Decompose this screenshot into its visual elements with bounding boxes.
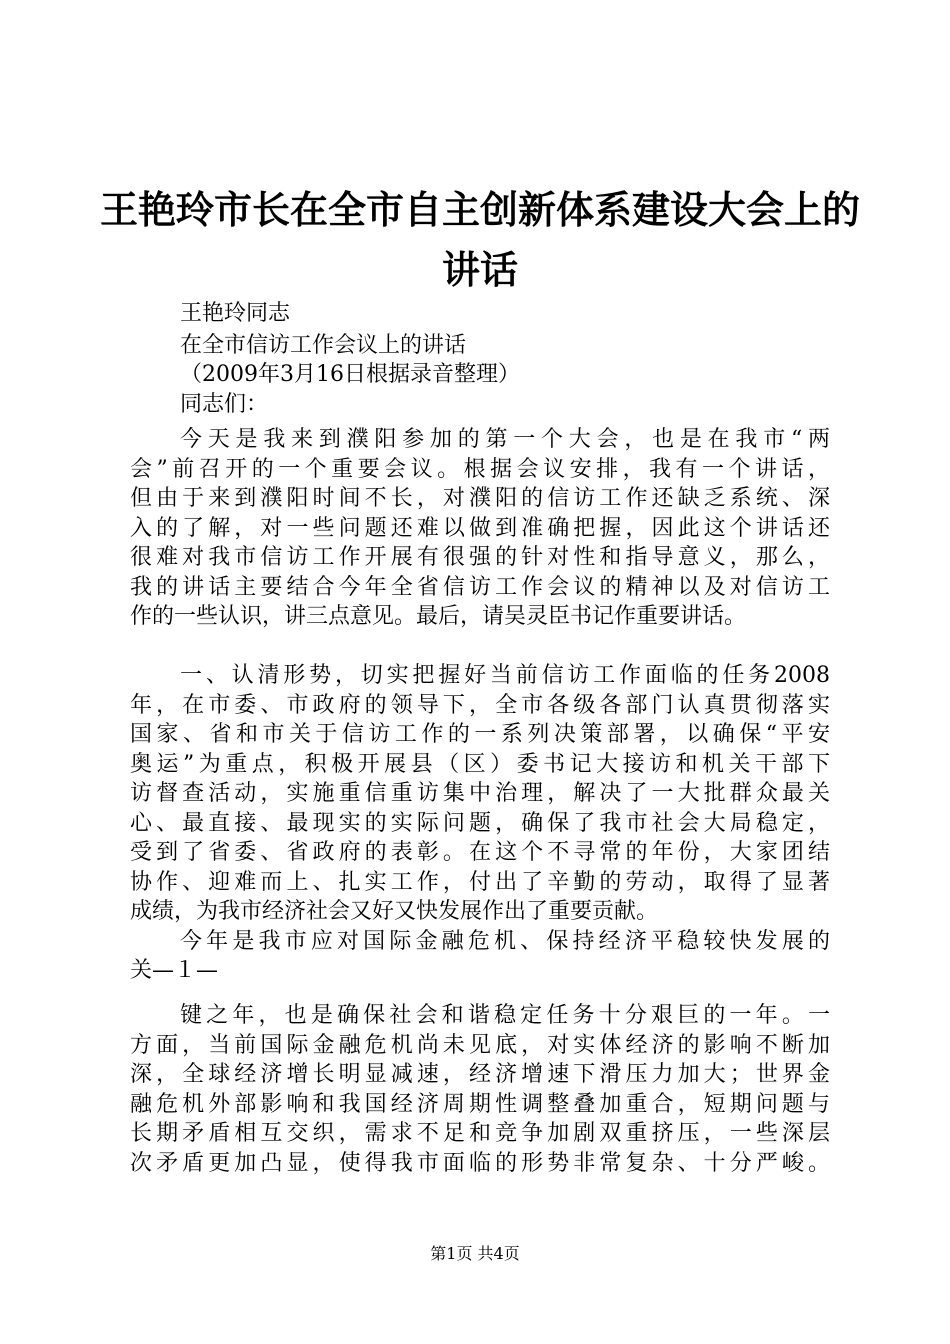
paragraph-line: 长期矛盾相互交织，需求不足和竞争加剧双重挤压，一些深层 xyxy=(130,1121,830,1146)
paragraph-line: 融危机外部影响和我国经济周期性调整叠加重合，短期问题与 xyxy=(130,1092,830,1117)
paragraph-line: 今年是我市应对国际金融危机、保持经济平稳较快发展的 xyxy=(180,929,830,954)
paragraph-line: 很难对我市信访工作开展有很强的针对性和指导意义，那么， xyxy=(130,545,830,570)
paragraph-line: 次矛盾更加凸显，使得我市面临的形势非常复杂、十分严峻。 xyxy=(130,1151,830,1176)
paragraph-line: 深，全球经济增长明显减速，经济增速下滑压力加大；世界金 xyxy=(130,1062,830,1087)
paragraph-line: 我的讲话主要结合今年全省信访工作会议的精神以及对信访工 xyxy=(130,575,830,600)
paragraph-line: 入的了解，对一些问题还难以做到准确把握，因此这个讲话还 xyxy=(130,516,830,541)
paragraph-line: 一、认清形势，切实把握好当前信访工作面临的任务2008 xyxy=(180,663,830,688)
author-line: 王艳玲同志 xyxy=(180,301,291,326)
paragraph-line: 受到了省委、省政府的表彰。在这个不寻常的年份，大家团结 xyxy=(130,840,830,865)
paragraph-line: 协作、迎难而上、扎实工作，付出了辛勤的劳动，取得了显著 xyxy=(130,870,830,895)
paragraph-line: 心、最直接、最现实的实际问题，确保了我市社会大局稳定， xyxy=(130,811,830,836)
paragraph-line: 访督查活动，实施重信重访集中治理，解决了一大批群众最关 xyxy=(130,781,830,806)
paragraph-line: 成绩，为我市经济社会又好又快发展作出了重要贡献。 xyxy=(130,899,659,924)
document-title-line-2: 讲话 xyxy=(441,248,518,292)
paragraph-line: 关—１— xyxy=(130,958,219,983)
paragraph-line: 作的一些认识，讲三点意见。最后，请吴灵臣书记作重要讲话。 xyxy=(130,604,747,629)
document-title-line-1: 王艳玲市长在全市自主创新体系建设大会上的 xyxy=(100,188,861,232)
paragraph-line: 奥运”为重点，积极开展县（区）委书记大接访和机关干部下 xyxy=(130,752,830,777)
paragraph-line: 年，在市委、市政府的领导下，全市各级各部门认真贯彻落实 xyxy=(130,693,830,718)
date-note-line: （2009年3月16日根据录音整理） xyxy=(180,362,520,387)
paragraph-line: 但由于来到濮阳时间不长，对濮阳的信访工作还缺乏系统、深 xyxy=(130,486,830,511)
paragraph-line: 今天是我来到濮阳参加的第一个大会，也是在我市“两 xyxy=(180,427,830,452)
page-footer: 第1页 共4页 xyxy=(430,1244,520,1263)
paragraph-line: 会”前召开的一个重要会议。根据会议安排，我有一个讲话， xyxy=(130,457,830,482)
paragraph-line: 键之年，也是确保社会和谐稳定任务十分艰巨的一年。一 xyxy=(180,1003,830,1028)
paragraph-line: 方面，当前国际金融危机尚未见底，对实体经济的影响不断加 xyxy=(130,1033,830,1058)
paragraph-line: 国家、省和市关于信访工作的一系列决策部署，以确保“平安 xyxy=(130,722,830,747)
salutation-line: 同志们： xyxy=(180,392,269,417)
subtitle-line: 在全市信访工作会议上的讲话 xyxy=(180,333,467,358)
